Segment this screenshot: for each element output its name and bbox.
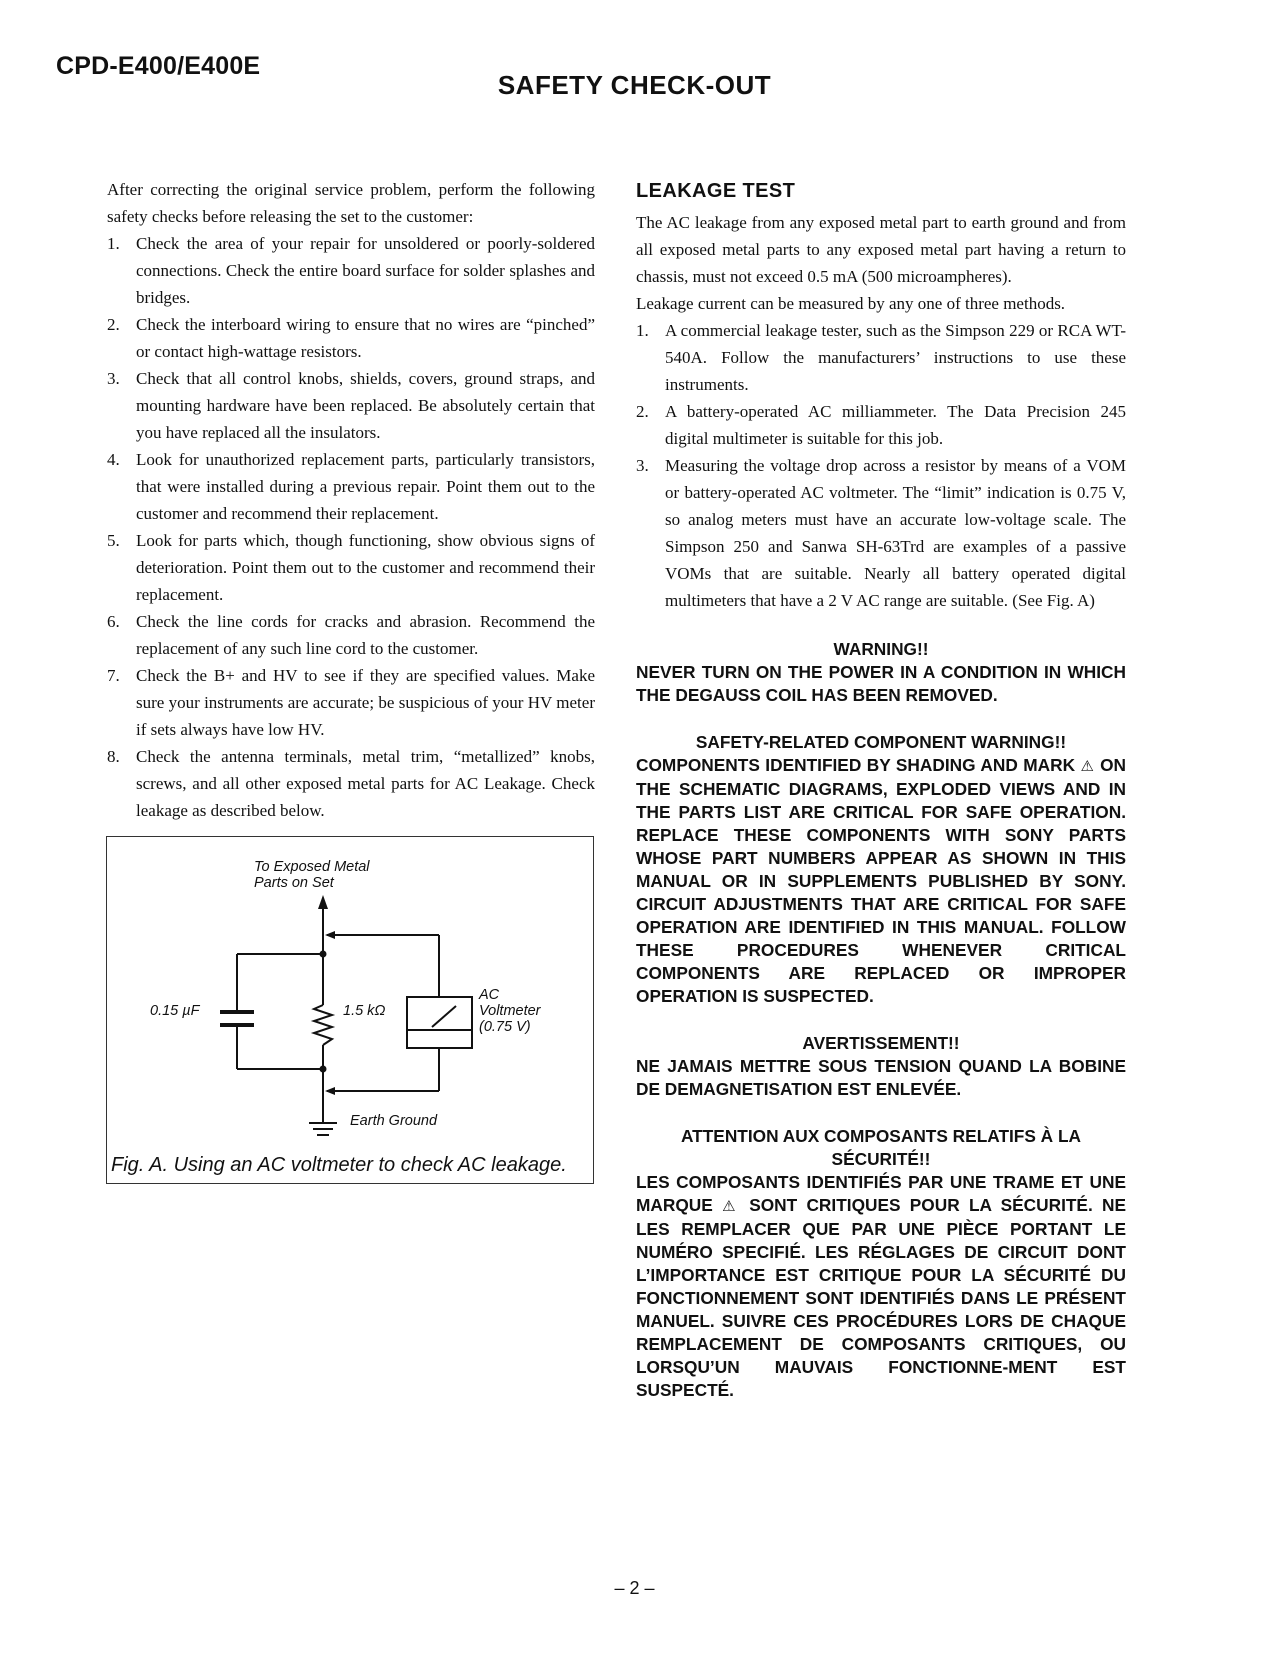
- model-number: CPD-E400/E400E: [56, 52, 261, 80]
- warning-block: [636, 638, 1126, 707]
- exposed-metal-label: [254, 859, 370, 891]
- item-text: Look for unauthorized replacement parts, particularly transistors, that were installed during a previous repair. Point them out to the customer and recommend their replacement.: [136, 450, 595, 523]
- safety-warning-text: [636, 754, 1126, 1008]
- safety-warning-title: SAFETY-RELATED COMPONENT WARNING!!: [695, 732, 1067, 752]
- list-item: [107, 662, 595, 743]
- item-number: 3.: [636, 456, 649, 475]
- item-number: 5.: [107, 531, 120, 550]
- earth-ground-label: Earth Ground: [350, 1113, 438, 1129]
- safety-text-part: ON THE SCHEMATIC DIAGRAMS, EXPLODED VIEWS AND IN THE PARTS LIST ARE CRITICAL FOR SAFE OPERATION. REPLACE THESE COMPONENTS WITH SONY PARTS WHOSE PART NUMBERS APPEAR AS SHOWN IN THIS MANUAL OR IN SUPPLEMENTS PUBLISHED BY SONY. CIRCUIT ADJUSTMENTS THAT ARE CRITICAL FOR SAFE OPERATION ARE IDENTIFIED IN THIS MANUAL. FOLLOW THESE PROCEDURES WHENEVER CRITICAL COMPONENTS ARE REPLACED OR IMPROPER OPERATION IS SUSPECTED.: [636, 755, 1127, 1006]
- list-item: [107, 230, 595, 311]
- list-item: [636, 398, 1126, 452]
- right-column: [636, 176, 1126, 1402]
- item-text: A commercial leakage tester, such as the Simpson 229 or RCA WT-540A. Follow the manufacturers’ instructions to use these instruments.: [665, 321, 1126, 394]
- voltmeter-box: [407, 997, 472, 1048]
- capacitor-symbol: [220, 1010, 254, 1014]
- avertissement-block: [636, 1032, 1126, 1101]
- attention-text-part: LES COMPOSANTS IDENTIFIÉS PAR UNE TRAME ET UNE MARQUE: [636, 1172, 1126, 1215]
- arrow-left-icon: [325, 1087, 335, 1095]
- list-item: [636, 317, 1126, 398]
- safety-component-warning-block: [636, 731, 1126, 1008]
- item-text: Check the interboard wiring to ensure that no wires are “pinched” or contact high-wattage resistors.: [136, 315, 595, 361]
- item-text: Check the area of your repair for unsoldered or poorly-soldered connections. Check the entire board surface for solder splashes and bridges.: [136, 234, 595, 307]
- warning-triangle-icon: ⚠: [722, 1198, 740, 1215]
- list-item: [636, 452, 1126, 614]
- attention-text: [636, 1171, 1126, 1402]
- safety-checks-list: [107, 230, 595, 824]
- avertissement-title: AVERTISSEMENT!!: [802, 1033, 960, 1053]
- item-number: 8.: [107, 747, 120, 766]
- item-text: Check the antenna terminals, metal trim, “metallized” knobs, screws, and all other exposed metal parts for AC Leakage. Check leakage as described below.: [136, 747, 595, 820]
- page-number: – 2 –: [614, 1578, 655, 1598]
- list-item: [107, 527, 595, 608]
- warning-title: WARNING!!: [833, 639, 929, 659]
- warning-triangle-icon: ⚠: [1080, 758, 1095, 775]
- item-number: 1.: [636, 321, 649, 340]
- item-number: 3.: [107, 369, 120, 388]
- arrow-left-icon: [325, 931, 335, 939]
- item-text: Check the line cords for cracks and abrasion. Recommend the replacement of any such line cord to the customer.: [136, 612, 595, 658]
- item-text: A battery-operated AC milliammeter. The Data Precision 245 digital multimeter is suitable for this job.: [665, 402, 1126, 448]
- exposed-metal-label-line: Parts on Set: [254, 875, 334, 891]
- junction-dot: [320, 951, 327, 958]
- arrow-up-icon: [318, 895, 328, 909]
- attention-block: [636, 1125, 1126, 1402]
- intro-paragraph: After correcting the original service problem, perform the following safety checks before releasing the set to the customer:: [107, 180, 595, 226]
- item-text: Check the B+ and HV to see if they are specified values. Make sure your instruments are accurate; be suspicious of your HV meter if sets always have low HV.: [136, 666, 595, 739]
- list-item: [107, 743, 595, 824]
- voltmeter-label-line: (0.75 V): [479, 1019, 531, 1035]
- item-number: 2.: [107, 315, 120, 334]
- item-number: 4.: [107, 450, 120, 469]
- list-item: [107, 311, 595, 365]
- page-title: SAFETY CHECK-OUT: [497, 70, 772, 100]
- item-number: 6.: [107, 612, 120, 631]
- leakage-test-heading: LEAKAGE TEST: [636, 180, 796, 202]
- item-text: Check that all control knobs, shields, covers, ground straps, and mounting hardware have been replaced. Be absolutely certain that you have replaced all the insulators.: [136, 369, 595, 442]
- item-text: Look for parts which, though functioning, show obvious signs of deterioration. Point them out to the customer and recommend their replacement.: [136, 531, 595, 604]
- list-item: [107, 365, 595, 446]
- item-number: 7.: [107, 666, 120, 685]
- voltmeter-label-line: AC: [479, 987, 500, 1003]
- voltmeter-label-line: Voltmeter: [479, 1003, 541, 1019]
- warning-text: NEVER TURN ON THE POWER IN A CONDITION IN WHICH THE DEGAUSS COIL HAS BEEN REMOVED.: [636, 662, 1126, 705]
- safety-text-part: COMPONENTS IDENTIFIED BY SHADING AND MARK: [636, 755, 1076, 775]
- capacitor-label: 0.15 µF: [150, 1003, 200, 1019]
- methods-list: [636, 317, 1126, 614]
- exposed-metal-label-line: To Exposed Metal: [254, 859, 370, 875]
- left-column: [107, 176, 595, 824]
- voltmeter-needle: [432, 1006, 456, 1027]
- item-number: 2.: [636, 402, 649, 421]
- list-item: [107, 446, 595, 527]
- attention-title: ATTENTION AUX COMPOSANTS RELATIFS À LA SÉCURITÉ!!: [680, 1126, 1081, 1169]
- item-text: Measuring the voltage drop across a resistor by means of a VOM or battery-operated AC voltmeter. The “limit” indication is 0.75 V, so analog meters must have an accurate low-voltage scale. The Simpson 250 and Sanwa SH-63Trd are examples of a passive VOMs that are suitable. Nearly all battery operated digital multimeters that have a 2 V AC range are suitable. (See Fig. A): [665, 456, 1126, 610]
- resistor-symbol: [314, 1005, 332, 1045]
- junction-dot: [320, 1066, 327, 1073]
- voltmeter-label: [479, 987, 541, 1035]
- leakage-circuit-figure: [106, 836, 594, 1184]
- list-item: [107, 608, 595, 662]
- leakage-paragraph: The AC leakage from any exposed metal part to earth ground and from all exposed metal parts to any exposed metal part having a return to chassis, must not exceed 0.5 mA (500 microampheres).: [636, 213, 1126, 286]
- resistor-label: 1.5 kΩ: [343, 1003, 386, 1019]
- figure-caption: Fig. A. Using an AC voltmeter to check AC leakage.: [111, 1154, 567, 1176]
- methods-intro: Leakage current can be measured by any one of three methods.: [636, 294, 1066, 313]
- attention-text-part: SONT CRITIQUES POUR LA SÉCURITÉ. NE LES REMPLACER QUE PAR UNE PIÈCE PORTANT LE NUMÉRO SPECIFIÉ. LES RÉGLAGES DE CIRCUIT DONT L’IMPORTANCE EST CRITIQUE POUR LA SÉCURITÉ DU FONCTIONNEMENT SONT IDENTIFIÉS DANS LE PRÉSENT MANUEL. SUIVRE CES PROCÉDURES LORS DE CHAQUE REMPLACEMENT DE COMPOSANTS CRITIQUES, OU LORSQU’UN MAUVAIS FONCTIONNE-MENT EST SUSPECTÉ.: [636, 1195, 1126, 1400]
- item-number: 1.: [107, 234, 120, 253]
- avertissement-text: NE JAMAIS METTRE SOUS TENSION QUAND LA BOBINE DE DEMAGNETISATION EST ENLEVÉE.: [636, 1056, 1126, 1099]
